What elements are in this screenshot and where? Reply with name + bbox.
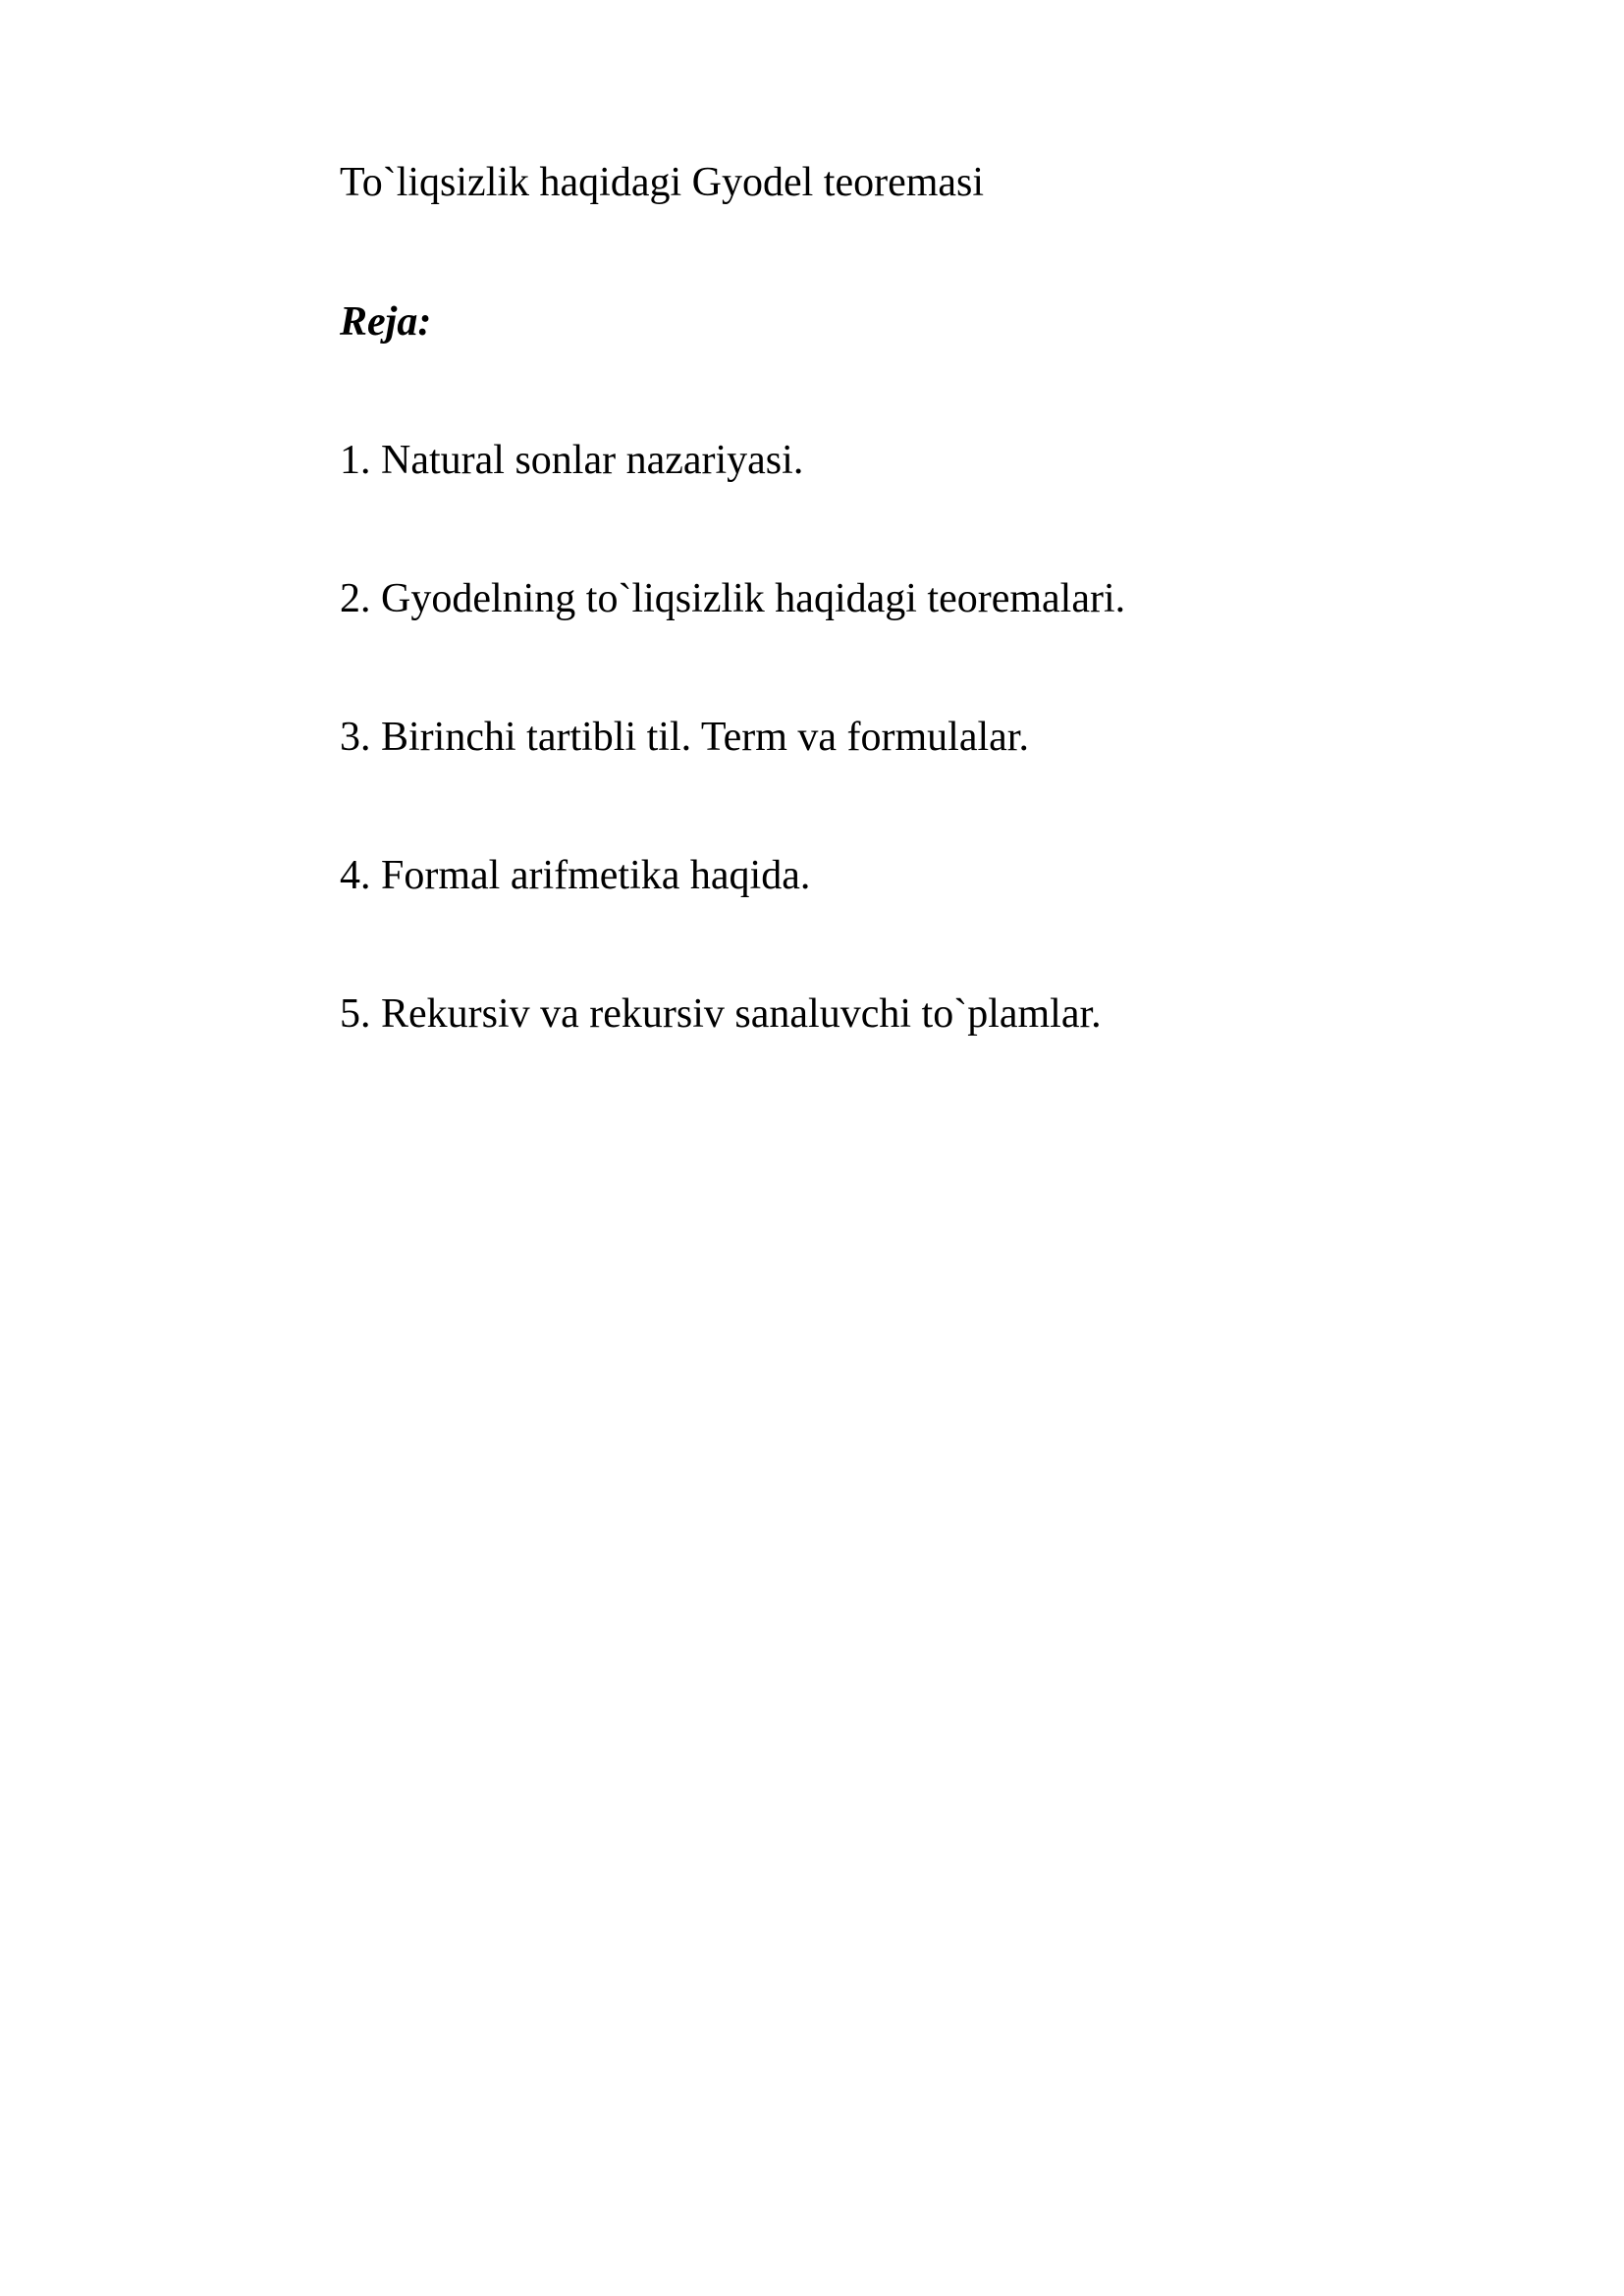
plan-item-5 <box>340 987 1102 1041</box>
plan-item-4 <box>340 848 810 903</box>
plan-item-number: 2. <box>340 576 371 621</box>
plan-item-text: Formal arifmetika haqida. <box>381 853 811 898</box>
plan-item-3 <box>340 710 1029 765</box>
plan-item-number: 3. <box>340 715 371 760</box>
plan-item-1 <box>340 433 803 488</box>
plan-item-text: Birinchi tartibli til. Term va formulalar. <box>381 715 1029 760</box>
plan-item-2 <box>340 571 1125 626</box>
plan-item-number: 5. <box>340 991 371 1037</box>
plan-item-number: 4. <box>340 853 371 898</box>
plan-item-text: Natural sonlar nazariyasi. <box>381 438 804 483</box>
document-title: To`liqsizlik haqidagi Gyodel teoremasi <box>340 160 985 205</box>
plan-item-number: 1. <box>340 438 371 483</box>
plan-heading: Reja: <box>340 299 432 345</box>
plan-item-text: Rekursiv va rekursiv sanaluvchi to`plamlar. <box>381 991 1102 1037</box>
plan-item-text: Gyodelning to`liqsizlik haqidagi teoremalari. <box>381 576 1126 621</box>
